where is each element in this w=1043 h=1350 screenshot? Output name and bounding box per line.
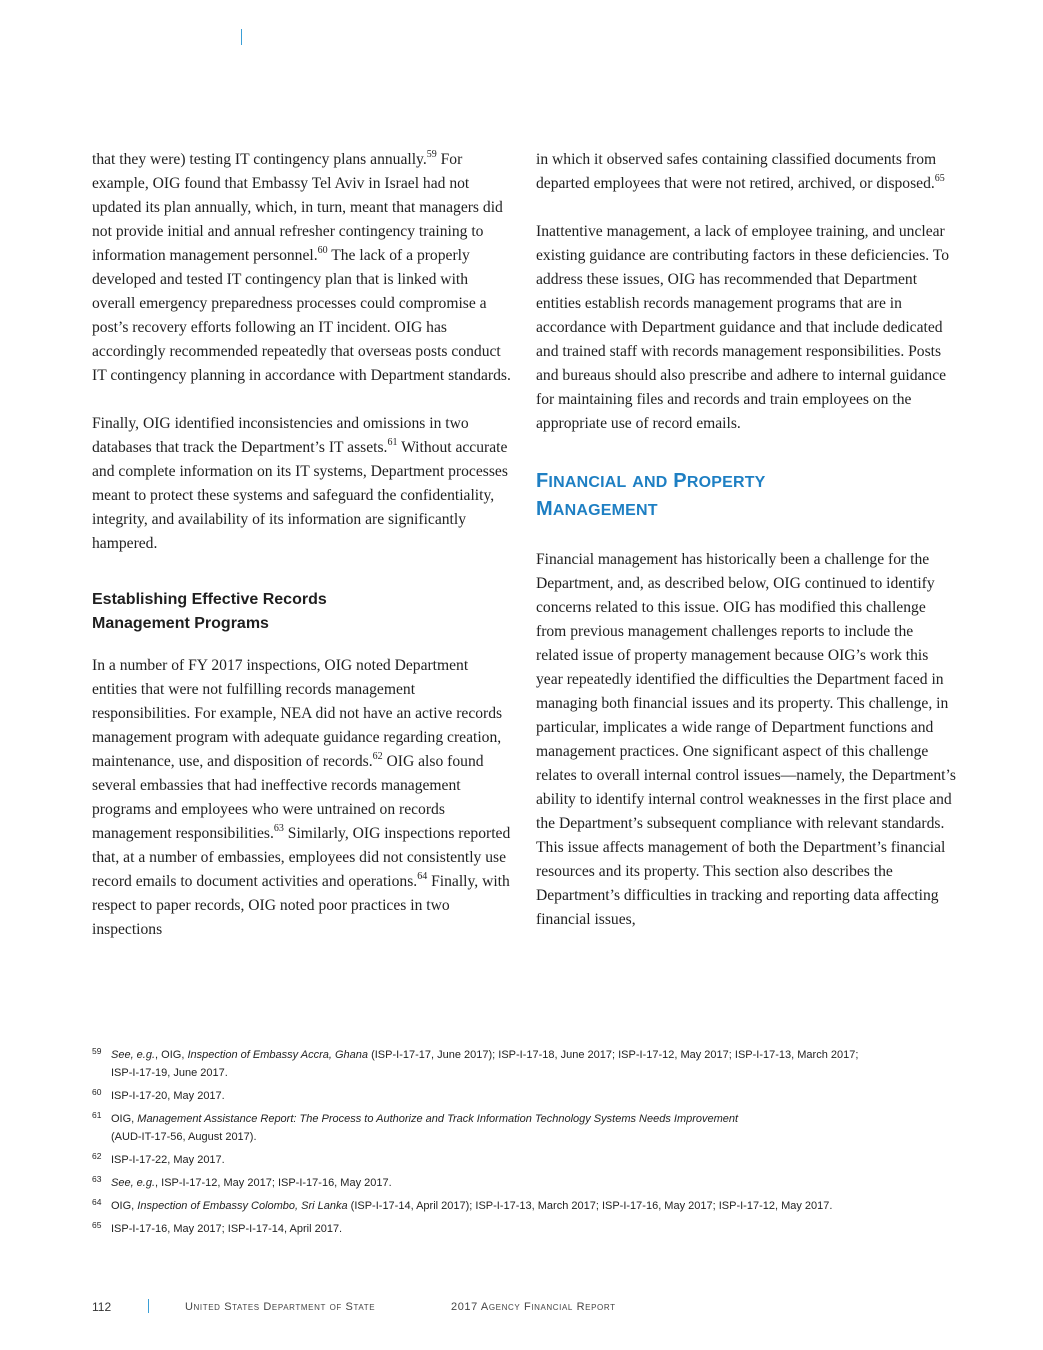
footnote-63: 63 See, e.g., ISP-I-17-12, May 2017; ISP-I-17-16, May 2017. — [92, 1174, 392, 1189]
footnote-62: 62 ISP-I-17-22, May 2017. — [92, 1151, 225, 1166]
footnotes — [92, 1046, 952, 1243]
footnote-61: 61 OIG, Management Assistance Report: The Process to Authorize and Track Information Technology Systems Needs Improvement (AUD-IT-17-56, August 2017). — [92, 1110, 739, 1143]
paragraph-financial-management: Financial management has historically been a challenge for the Department, and, as described below, OIG continued to identify concerns related to this issue. OIG has modified this challenge from previous management challenges reports to include the related issue of property management because OIG’s work this year repeatedly identified the difficulties the Department faced in managing both financial issues and its property. This challenge, in particular, implicates a wide range of Department functions and management practices. One significant aspect of this challenge relates to overall internal control issues—namely, the Department’s ability to identify internal control weaknesses in the first place and the Department’s subsequent compliance with relevant standards. This issue affects management of both the Department’s financial resources and its property. This section also describes the Department’s difficulties in tracking and reporting data affecting financial issues, — [536, 551, 956, 928]
footnote-ref-62[interactable]: 62 — [372, 750, 383, 762]
right-column — [536, 148, 956, 932]
paragraph-contributing-factors: Inattentive management, a lack of employee training, and unclear existing guidance are contributing factors in these deficiencies. To address these issues, OIG has recommended that Department entities establish records management programs that are in accordance with Department guidance and that include dedicated and trained staff with records management responsibilities. Posts and bureaus should also prescribe and adhere to internal guidance for maintaining files and records and train employees on the appropriate use of record emails. — [536, 223, 950, 432]
footnote-ref-60[interactable]: 60 — [317, 244, 328, 256]
footnote-ref-63[interactable]: 63 — [273, 822, 284, 834]
footnote-ref-61[interactable]: 61 — [387, 436, 398, 448]
footnote-ref-59[interactable]: 59 — [426, 148, 437, 160]
subheading-records-management: Establishing Effective Records Management Programs — [92, 591, 327, 632]
footnote-ref-64[interactable]: 64 — [417, 870, 428, 882]
footnote-65: 65 ISP-I-17-16, May 2017; ISP-I-17-14, April 2017. — [92, 1220, 343, 1235]
paragraph-records-inspections: In a number of FY 2017 inspections, OIG noted Department entities that were not fulfilling records management responsibilities. For example, NEA did not have an active records management program with adequate guidance regarding creation, maintenance, use, and disposition of records.$^{62}$ OIG also found several embassies that had ineffective records management programs and employees who were untrained on records management responsibilities.$^{63}$ Similarly, OIG inspections reported that, at a number of embassies, employees did not consistently use record emails to document activities and operations.$^{64}$ Finally, with respect to paper records, OIG noted poor practices in two inspections — [92, 657, 511, 938]
footnote-64: 64 OIG, Inspection of Embassy Colombo, Sri Lanka (ISP-I-17-14, April 2017); ISP-I-17-13, March 2017; ISP-I-17-16, May 2017; ISP-I-17-12, May 2017. — [92, 1197, 833, 1212]
section-heading-financial-property: FINANCIAL AND PROPERTY MANAGEMENT — [536, 470, 766, 520]
footnote-ref-65[interactable]: 65 — [934, 172, 945, 184]
header-rule — [241, 29, 242, 45]
paragraph-safes: in which it observed safes containing classified documents from departed employees that were not retired, archived, or disposed.$^{65}$ — [536, 151, 945, 192]
left-column — [92, 148, 514, 942]
paragraph-it-assets: Finally, OIG identified inconsistencies and omissions in two databases that track the Department’s IT assets.$^{61}$ Without accurate and complete information on its IT systems, Department processes meant to protect these systems and safeguard the confidentiality, integrity, and availability of its information are significantly hampered. — [92, 415, 508, 552]
footnote-59: 59 See, e.g., OIG, Inspection of Embassy Accra, Ghana (ISP-I-17-17, June 2017); ISP-I-17-18, June 2017; ISP-I-17-12, May 2017; ISP-I-17-13, March 2017; ISP-I-17-19, June 2017. — [92, 1046, 859, 1079]
footer-report-title: 2017 Agency Financial Report — [451, 1301, 616, 1313]
footnote-60: 60 ISP-I-17-20, May 2017. — [92, 1087, 225, 1102]
footer-department: United States Department of State — [185, 1301, 376, 1313]
page-number: 112 — [92, 1300, 112, 1314]
paragraph-it-contingency: that they were) testing IT contingency plans annually.$^{59}$ For example, OIG found that Embassy Tel Aviv in Israel had not updated its plan annually, which, in turn, meant that managers did not provide initial and annual refresher contingency training to information management personnel.$^{60}$ The lack of a properly developed and tested IT contingency plan that is linked with overall emergency preparedness processes could compromise a post’s recovery efforts following an IT incident. OIG has accordingly recommended repeatedly that overseas posts conduct IT contingency planning in accordance with Department standards. — [92, 148, 511, 384]
footer-rule — [148, 1299, 149, 1313]
